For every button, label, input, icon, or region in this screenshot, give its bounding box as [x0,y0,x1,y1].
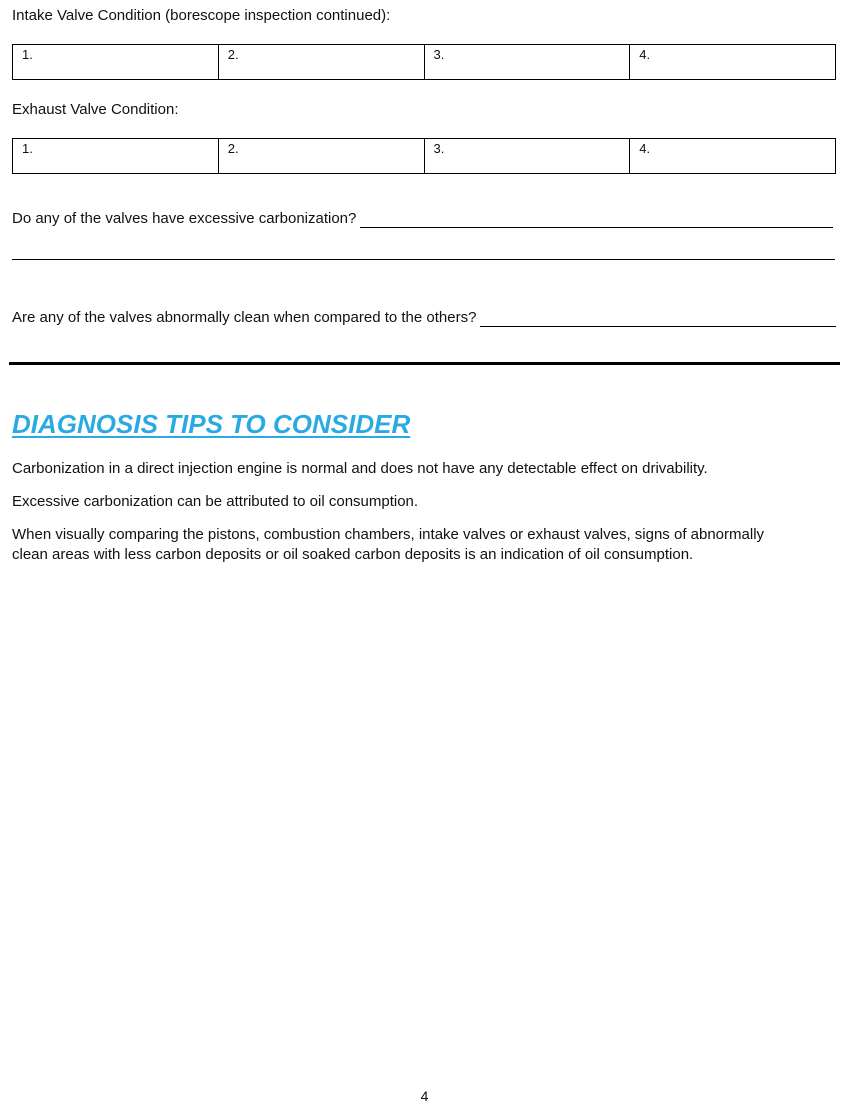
abnormally-clean-answer-line[interactable] [480,312,836,327]
tip-paragraph-2: Excessive carbonization can be attributed to oil consumption. [12,493,419,510]
intake-valve-cell-1[interactable]: 1. [13,45,219,80]
carbonization-question-row [12,210,833,228]
carbonization-answer-line[interactable] [360,213,833,228]
intake-valve-cell-4[interactable]: 4. [630,45,836,80]
carbonization-question-text: Do any of the valves have excessive carbonization? [12,210,357,227]
diagnosis-tips-heading: DIAGNOSIS TIPS TO CONSIDER [12,409,411,439]
exhaust-valve-cell-3[interactable]: 3. [424,139,630,174]
tip-paragraph-3: When visually comparing the pistons, combustion chambers, intake valves or exhaust valves, signs of abnormally clean areas with less carbon deposits or oil soaked carbon deposits is an indication of oil consumption. [12,526,765,563]
page-number: 4 [420,1088,429,1104]
tip-paragraph-1: Carbonization in a direct injection engine is normal and does not have any detectable effect on drivability. [12,460,708,477]
exhaust-valve-table [12,138,836,174]
abnormally-clean-question-text: Are any of the valves abnormally clean when compared to the others? [12,309,477,326]
carbonization-answer-line-2[interactable] [12,259,835,260]
exhaust-valve-cell-1[interactable]: 1. [13,139,219,174]
exhaust-valve-cell-2[interactable]: 2. [218,139,424,174]
exhaust-valve-cell-4[interactable]: 4. [630,139,836,174]
exhaust-valve-label: Exhaust Valve Condition: [12,101,179,118]
intake-valve-label: Intake Valve Condition (borescope inspection continued): [12,7,391,24]
intake-valve-cell-2[interactable]: 2. [218,45,424,80]
intake-valve-cell-3[interactable]: 3. [424,45,630,80]
intake-valve-table [12,44,836,80]
abnormally-clean-question-row [12,309,836,327]
section-divider [9,362,840,365]
